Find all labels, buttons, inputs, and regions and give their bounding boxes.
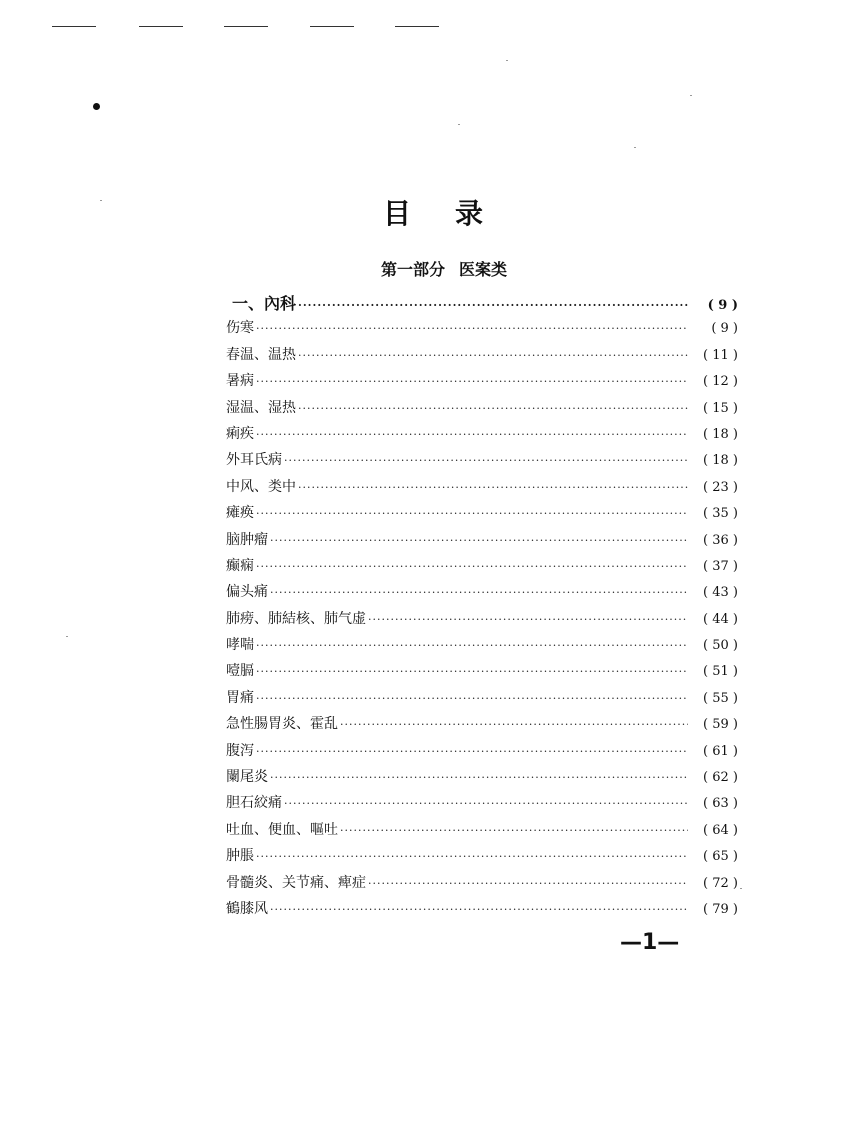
toc-entry-label: 急性腸胃炎、霍乱 [226,716,338,733]
toc-entry-page: ( 35 ) [703,506,738,522]
toc-entry-page: ( 11 ) [703,347,738,363]
toc-entry-page: ( 55 ) [703,690,738,706]
top-rule [310,26,354,27]
toc-entry [226,872,738,898]
toc-entry [226,819,738,845]
toc-entry-page: ( 44 ) [703,611,738,627]
dot-leader [368,877,688,890]
toc-entry-page: ( 23 ) [703,479,738,495]
dot-leader [340,718,688,731]
table-of-contents [226,291,738,924]
toc-entry [226,423,738,449]
toc-entry-label: 骨髓炎、关节痛、痺症 [226,874,366,891]
dot-leader [270,586,688,599]
dot-leader [256,322,688,335]
toc-entry-label: 瘫痪 [226,505,254,522]
toc-entry [226,449,738,475]
part-heading [381,257,507,280]
toc-entry [226,344,738,370]
speck [458,124,460,125]
dot-leader [298,349,688,362]
speck [66,636,68,637]
toc-entry-page: ( 12 ) [703,374,738,390]
speck [690,95,692,96]
toc-entry-page: ( 37 ) [703,558,738,574]
dot-leader [284,797,688,810]
toc-entry [226,687,738,713]
speck [506,60,508,61]
toc-entry-label: 腹泻 [226,742,254,759]
toc-entry [226,740,738,766]
toc-entry [226,660,738,686]
toc-entry [226,317,738,343]
dot-leader [270,534,688,547]
title-char-2: 录 [455,197,484,230]
toc-entry-label: 肺痨、肺結核、肺气虚 [226,610,366,627]
part-number: 第一部分 [381,260,446,279]
toc-entry-page: ( 15 ) [703,400,738,416]
toc-entry-label: 伤寒 [226,320,254,337]
toc-entry [226,608,738,634]
top-rule [139,26,183,27]
toc-section-page: ( 9 ) [707,298,738,313]
toc-entry [226,845,738,871]
toc-entry [226,581,738,607]
toc-entry-label: 暑病 [226,373,254,390]
dot-leader [270,903,688,916]
toc-entry-label: 胃痛 [226,689,254,706]
page-number: —1— [620,930,680,955]
dot-leader [256,850,688,863]
toc-entry [226,555,738,581]
toc-entry-page: ( 18 ) [703,453,738,469]
dot-leader [256,560,688,573]
toc-entry [226,529,738,555]
dot-leader [298,402,688,415]
toc-entry [226,397,738,423]
toc-entry-label: 癫痫 [226,557,254,574]
dot-leader [256,375,688,388]
toc-entry-label: 哮喘 [226,637,254,654]
speck [740,888,742,889]
dot-leader [256,665,688,678]
top-rule [52,26,96,27]
title-char-1: 目 [382,197,411,230]
dot-leader [298,299,688,312]
toc-section-row [226,291,738,317]
toc-entry [226,898,738,924]
toc-entry-page: ( 51 ) [703,664,738,680]
dot-leader [284,454,688,467]
toc-entry-page: ( 36 ) [703,532,738,548]
toc-entry [226,502,738,528]
toc-entry-label: 鶴膝风 [226,900,268,917]
toc-entry-label: 闌尾炎 [226,769,268,786]
toc-entry-page: ( 59 ) [703,717,738,733]
toc-entry-page: ( 9 ) [711,321,738,337]
toc-entry-label: 春温、温热 [226,346,296,363]
toc-entry-page: ( 63 ) [703,796,738,812]
toc-entry [226,370,738,396]
toc-entry-page: ( 65 ) [703,849,738,865]
toc-entry-page: ( 18 ) [703,426,738,442]
speck [634,147,636,148]
toc-entry-label: 噎膈 [226,663,254,680]
toc-entry-page: ( 50 ) [703,638,738,654]
toc-entry-page: ( 61 ) [703,743,738,759]
toc-entry-label: 湿温、湿热 [226,399,296,416]
toc-entry [226,766,738,792]
dot-leader [368,613,688,626]
top-rule [224,26,268,27]
toc-entry-label: 脑肿瘤 [226,531,268,548]
toc-entry-label: 痢疾 [226,425,254,442]
toc-entry-page: ( 64 ) [703,822,738,838]
toc-entry-label: 偏头痛 [226,584,268,601]
toc-entry [226,476,738,502]
toc-entry [226,634,738,660]
dot-leader [256,428,688,441]
toc-section-label: 一、內科 [232,294,297,313]
part-name: 医案类 [459,260,508,279]
dot-leader [256,692,688,705]
toc-entry [226,792,738,818]
dot-leader [256,639,688,652]
toc-entry [226,713,738,739]
ink-dot [93,103,100,110]
dot-leader [256,745,688,758]
dot-leader [256,507,688,520]
toc-entry-label: 中风、类中 [226,478,296,495]
page-title [0,192,866,232]
toc-entry-page: ( 72 ) [703,875,738,891]
toc-entry-page: ( 62 ) [703,770,738,786]
toc-entry-label: 吐血、便血、嘔吐 [226,821,338,838]
dot-leader [298,481,688,494]
dot-leader [270,771,688,784]
top-rule [395,26,439,27]
dot-leader [340,824,688,837]
toc-entry-label: 胆石絞痛 [226,795,282,812]
toc-entry-page: ( 79 ) [703,901,738,917]
toc-entry-page: ( 43 ) [703,585,738,601]
toc-entry-label: 外耳氏病 [226,452,282,469]
toc-entry-label: 肿脹 [226,848,254,865]
